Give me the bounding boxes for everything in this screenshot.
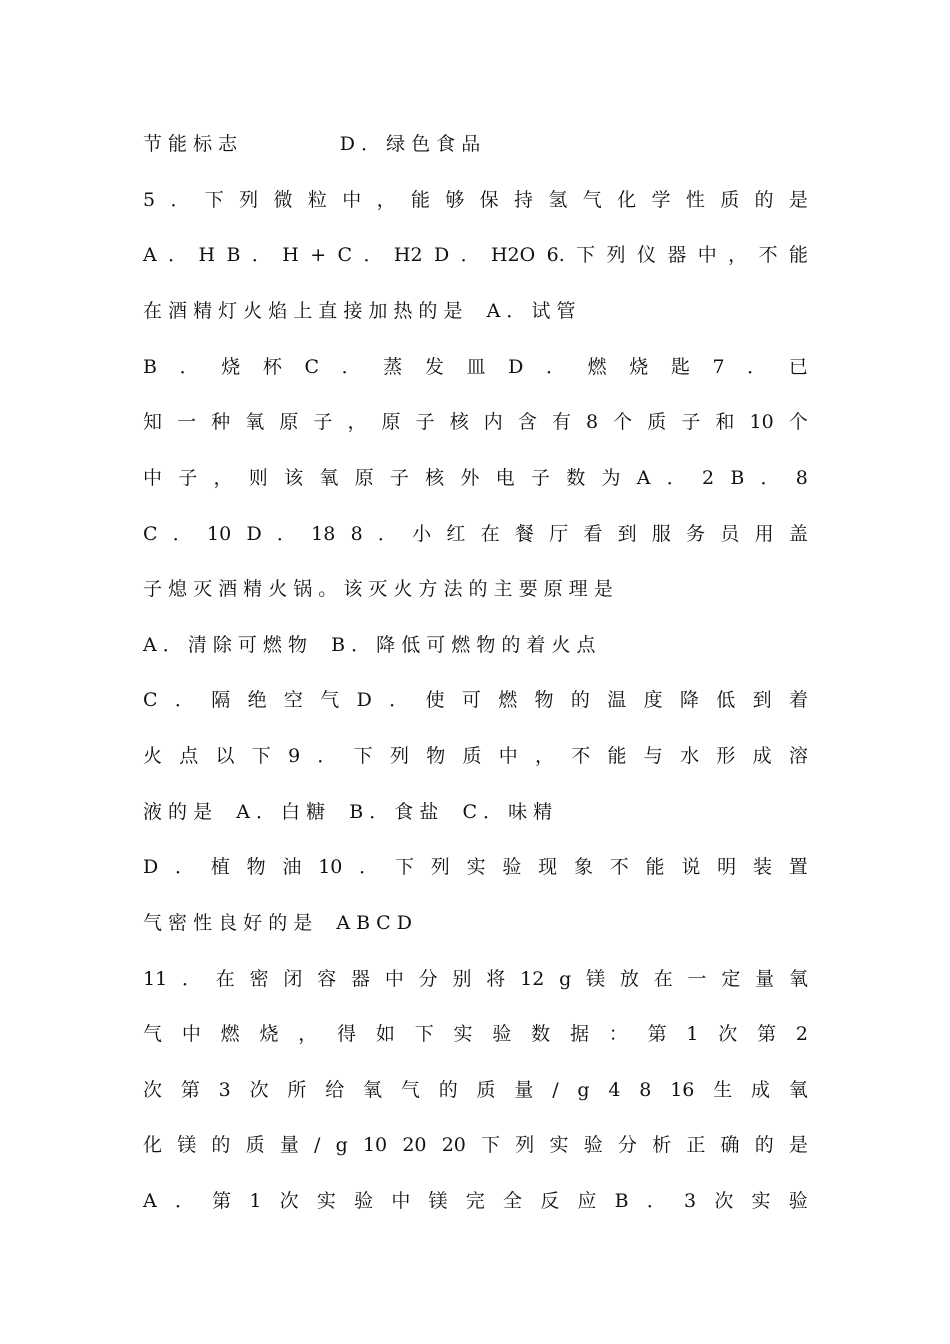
- text-token: 微: [273, 189, 293, 211]
- text-token: 用: [754, 523, 774, 545]
- text-line: 节 能 标 志 D ． 绿 色 食 品: [143, 133, 481, 155]
- text-token: 分: [617, 1134, 637, 1156]
- text-token: 成: [752, 745, 772, 767]
- text-token: ．: [646, 1190, 666, 1212]
- text-token: 一: [687, 968, 707, 990]
- text-token: 列: [239, 189, 259, 211]
- text-token: 低: [716, 689, 736, 711]
- text-token: 种: [211, 411, 231, 433]
- text-token: 得: [337, 1023, 357, 1045]
- text-token: 不: [758, 244, 778, 266]
- text-token: 16: [670, 1079, 695, 1101]
- text-token: 完: [465, 1190, 485, 1212]
- text-token: A: [143, 244, 157, 266]
- text-token: 氧: [788, 968, 808, 990]
- text-token: C: [143, 689, 158, 711]
- text-token: 第: [180, 1079, 200, 1101]
- text-token: ．: [363, 244, 383, 266]
- text-token: 温: [607, 689, 627, 711]
- text-token: 别: [452, 968, 472, 990]
- text-token: 实: [549, 1134, 569, 1156]
- text-token: ．: [760, 467, 780, 489]
- text-token: 核: [449, 411, 469, 433]
- text-token: ．: [317, 745, 337, 767]
- text-token: ．: [460, 244, 480, 266]
- text-token: 服: [651, 523, 671, 545]
- text-token: g: [577, 1079, 590, 1101]
- text-line: [143, 1185, 808, 1217]
- text-token: 1: [249, 1190, 262, 1212]
- text-token: 现: [538, 856, 558, 878]
- text-token: 氧: [319, 467, 339, 489]
- text-token: 杯: [262, 356, 282, 378]
- text-token: 12: [520, 968, 545, 990]
- text-token: 次: [249, 1079, 269, 1101]
- text-token: 可: [461, 689, 481, 711]
- text-token: 实: [466, 856, 486, 878]
- text-token: D: [356, 689, 372, 711]
- text-token: 9: [288, 745, 301, 767]
- text-token: 中: [391, 1190, 411, 1212]
- text-token: 镁: [177, 1134, 197, 1156]
- text-token: 不: [571, 745, 591, 767]
- text-token: 务: [686, 523, 706, 545]
- text-token: 降: [679, 689, 699, 711]
- text-token: ．: [276, 523, 296, 545]
- text-token: 绝: [247, 689, 267, 711]
- text-token: 实: [751, 1190, 771, 1212]
- text-token: 分: [418, 968, 438, 990]
- text-token: 原: [279, 411, 299, 433]
- text-token: 1: [686, 1023, 699, 1045]
- text-token: A: [636, 467, 651, 489]
- text-token: 第: [757, 1023, 777, 1045]
- text-token: ，: [298, 1023, 318, 1045]
- text-token: 已: [788, 356, 808, 378]
- text-token: 第: [212, 1190, 232, 1212]
- text-token: B: [614, 1190, 629, 1212]
- text-token: 20: [402, 1134, 427, 1156]
- text-token: 气: [400, 1079, 420, 1101]
- text-token: 说: [681, 856, 701, 878]
- text-token: 氢: [548, 189, 568, 211]
- text-line: A ． 清 除 可 燃 物 B ． 降 低 可 燃 物 的 着 火 点: [143, 634, 596, 656]
- text-token: 气: [582, 189, 602, 211]
- text-token: 实: [316, 1190, 336, 1212]
- text-line: [143, 518, 808, 550]
- text-token: 则: [248, 467, 268, 489]
- text-token: 空: [283, 689, 303, 711]
- text-token: 数: [531, 1023, 551, 1045]
- text-token: C: [143, 523, 158, 545]
- text-token: 含: [517, 411, 537, 433]
- text-token: 知: [143, 411, 163, 433]
- text-token: 质: [720, 189, 740, 211]
- text-token: 量: [514, 1079, 534, 1101]
- text-token: 个: [613, 411, 633, 433]
- text-token: 4: [608, 1079, 621, 1101]
- text-token: ，: [535, 745, 555, 767]
- text-token: 小: [412, 523, 432, 545]
- text-token: 验: [788, 1190, 808, 1212]
- text-token: 氧: [363, 1079, 383, 1101]
- text-token: 10: [749, 411, 774, 433]
- text-token: 够: [445, 189, 465, 211]
- text-token: 物: [246, 856, 266, 878]
- text-line: 液 的 是 A ． 白 糖 B ． 食 盐 C ． 味 精: [143, 801, 553, 823]
- text-token: 中: [181, 1023, 201, 1045]
- text-token: 到: [617, 523, 637, 545]
- text-token: 中: [143, 467, 163, 489]
- text-token: ．: [389, 689, 409, 711]
- text-token: H: [282, 244, 299, 266]
- text-token: 隔: [211, 689, 231, 711]
- text-token: 3: [218, 1079, 231, 1101]
- text-token: g: [559, 968, 572, 990]
- text-token: 列: [606, 244, 626, 266]
- text-token: 验: [502, 856, 522, 878]
- text-token: 质: [476, 1079, 496, 1101]
- text-token: 发: [424, 356, 444, 378]
- text-token: 核: [425, 467, 445, 489]
- text-token: 在: [653, 968, 673, 990]
- text-token: 能: [645, 856, 665, 878]
- text-token: 度: [643, 689, 663, 711]
- text-line: [143, 462, 808, 494]
- text-token: ．: [172, 523, 192, 545]
- text-token: 10: [207, 523, 232, 545]
- text-token: ，: [347, 411, 367, 433]
- text-token: 下: [414, 1023, 434, 1045]
- text-token: ．: [359, 856, 379, 878]
- text-token: 看: [583, 523, 603, 545]
- text-token: 使: [425, 689, 445, 711]
- text-token: 给: [325, 1079, 345, 1101]
- text-token: ．: [168, 244, 188, 266]
- text-token: 气: [320, 689, 340, 711]
- text-line: [143, 184, 808, 216]
- text-token: ．: [747, 356, 767, 378]
- text-token: 如: [375, 1023, 395, 1045]
- text-token: 烧: [221, 356, 241, 378]
- text-token: 下: [251, 745, 271, 767]
- text-token: 电: [495, 467, 515, 489]
- text-token: 正: [686, 1134, 706, 1156]
- text-token: 匙: [670, 356, 690, 378]
- text-line: 在 酒 精 灯 火 焰 上 直 接 加 热 的 是 A ． 试 管: [143, 300, 576, 322]
- text-token: 与: [643, 745, 663, 767]
- text-token: 20: [441, 1134, 466, 1156]
- text-token: 次: [143, 1079, 163, 1101]
- text-line: [143, 963, 808, 995]
- text-token: 容: [317, 968, 337, 990]
- text-token: 质: [245, 1134, 265, 1156]
- text-token: 烧: [629, 356, 649, 378]
- text-token: 的: [438, 1079, 458, 1101]
- text-token: 放: [619, 968, 639, 990]
- text-token: 化: [143, 1134, 163, 1156]
- text-token: 下: [576, 244, 596, 266]
- text-token: 器: [351, 968, 371, 990]
- text-token: 子: [389, 467, 409, 489]
- text-token: D: [508, 356, 524, 378]
- text-token: 实: [453, 1023, 473, 1045]
- text-line: [143, 406, 808, 438]
- text-token: 验: [583, 1134, 603, 1156]
- text-line: [143, 684, 808, 716]
- text-token: ，: [728, 244, 748, 266]
- text-token: 燃: [587, 356, 607, 378]
- text-token: 该: [284, 467, 304, 489]
- text-token: /: [314, 1134, 321, 1156]
- text-token: 8: [586, 411, 599, 433]
- text-token: 质: [647, 411, 667, 433]
- text-token: 下: [353, 745, 373, 767]
- text-token: ：: [608, 1023, 628, 1045]
- text-token: 原: [354, 467, 374, 489]
- text-token: 全: [502, 1190, 522, 1212]
- text-token: 餐: [514, 523, 534, 545]
- text-token: 子: [313, 411, 333, 433]
- text-token: 2: [795, 1023, 808, 1045]
- text-token: 是: [788, 189, 808, 211]
- text-token: 据: [569, 1023, 589, 1045]
- text-token: 一: [177, 411, 197, 433]
- text-token: 学: [651, 189, 671, 211]
- text-token: 析: [652, 1134, 672, 1156]
- text-line: 气 密 性 良 好 的 是 A B C D: [143, 912, 412, 934]
- text-token: ．: [170, 189, 190, 211]
- text-token: 着: [788, 689, 808, 711]
- text-token: 闭: [283, 968, 303, 990]
- text-token: 8: [639, 1079, 652, 1101]
- text-token: 镁: [428, 1190, 448, 1212]
- text-token: 确: [720, 1134, 740, 1156]
- text-token: A: [143, 1190, 157, 1212]
- text-token: ．: [174, 1190, 194, 1212]
- text-token: 下: [394, 856, 414, 878]
- text-token: 生: [713, 1079, 733, 1101]
- text-token: 到: [752, 689, 772, 711]
- text-token: 器: [667, 244, 687, 266]
- text-token: 员: [720, 523, 740, 545]
- text-line: [143, 851, 808, 883]
- text-token: 燃: [498, 689, 518, 711]
- text-token: 数: [566, 467, 586, 489]
- text-token: B: [143, 356, 157, 378]
- text-token: ，: [213, 467, 233, 489]
- text-token: 性: [685, 189, 705, 211]
- text-token: 是: [788, 1134, 808, 1156]
- text-token: 8: [350, 523, 363, 545]
- text-token: 象: [573, 856, 593, 878]
- text-token: 第: [647, 1023, 667, 1045]
- text-token: B: [226, 244, 241, 266]
- text-token: C: [304, 356, 319, 378]
- text-token: 燃: [220, 1023, 240, 1045]
- text-token: 原: [381, 411, 401, 433]
- text-token: ．: [341, 356, 361, 378]
- text-token: H: [198, 244, 216, 266]
- text-token: 3: [684, 1190, 697, 1212]
- text-token: 的: [570, 689, 590, 711]
- text-token: C: [337, 244, 353, 266]
- text-token: 内: [483, 411, 503, 433]
- text-token: 11: [143, 968, 168, 990]
- text-token: 点: [179, 745, 199, 767]
- text-token: 外: [460, 467, 480, 489]
- text-token: 列: [430, 856, 450, 878]
- text-token: 定: [721, 968, 741, 990]
- text-line: [143, 351, 808, 383]
- text-token: 以: [215, 745, 235, 767]
- text-token: 为: [601, 467, 621, 489]
- text-token: 不: [609, 856, 629, 878]
- text-token: 仪: [636, 244, 656, 266]
- text-token: 下: [481, 1134, 501, 1156]
- text-token: 油: [282, 856, 302, 878]
- text-token: 溶: [788, 745, 808, 767]
- text-token: 子: [178, 467, 198, 489]
- text-line: [143, 740, 808, 772]
- text-token: 皿: [466, 356, 486, 378]
- text-token: 列: [389, 745, 409, 767]
- text-token: 红: [446, 523, 466, 545]
- text-token: 18: [311, 523, 336, 545]
- text-token: ．: [377, 523, 397, 545]
- text-token: D: [246, 523, 262, 545]
- text-token: ．: [174, 689, 194, 711]
- text-token: D: [433, 244, 450, 266]
- text-token: g: [335, 1134, 348, 1156]
- text-token: 能: [410, 189, 430, 211]
- text-token: 植: [210, 856, 230, 878]
- text-token: 能: [788, 244, 808, 266]
- text-token: 密: [249, 968, 269, 990]
- text-token: ．: [179, 356, 199, 378]
- text-token: 蒸: [383, 356, 403, 378]
- text-token: 10: [318, 856, 343, 878]
- text-token: 中: [342, 189, 362, 211]
- text-token: 持: [514, 189, 534, 211]
- text-line: 子 熄 灭 酒 精 火 锅 。 该 灭 火 方 法 的 主 要 原 理 是: [143, 578, 613, 600]
- text-token: 氧: [245, 411, 265, 433]
- text-token: 在: [480, 523, 500, 545]
- text-token: 中: [498, 745, 518, 767]
- text-token: 量: [279, 1134, 299, 1156]
- text-token: 物: [534, 689, 554, 711]
- text-token: 子: [415, 411, 435, 433]
- text-token: 2: [701, 467, 715, 489]
- text-token: 7: [712, 356, 725, 378]
- text-token: 子: [681, 411, 701, 433]
- text-token: 下: [204, 189, 224, 211]
- text-line: [143, 1129, 808, 1161]
- text-token: 能: [607, 745, 627, 767]
- text-token: 个: [788, 411, 808, 433]
- text-token: H2O: [490, 244, 536, 266]
- text-token: ．: [545, 356, 565, 378]
- text-token: 烧: [259, 1023, 279, 1045]
- text-token: 氧: [788, 1079, 808, 1101]
- text-token: 厅: [549, 523, 569, 545]
- text-token: B: [730, 467, 745, 489]
- text-token: 列: [515, 1134, 535, 1156]
- text-token: +: [310, 244, 327, 266]
- text-token: 成: [751, 1079, 771, 1101]
- text-token: 在: [215, 968, 235, 990]
- text-token: ，: [376, 189, 396, 211]
- text-token: 中: [697, 244, 717, 266]
- text-token: ．: [175, 856, 195, 878]
- text-token: 6.: [546, 244, 565, 266]
- text-line: [143, 1074, 808, 1106]
- text-token: /: [552, 1079, 559, 1101]
- text-token: 子: [530, 467, 550, 489]
- text-token: 将: [486, 968, 506, 990]
- text-token: 次: [714, 1190, 734, 1212]
- text-token: 物: [426, 745, 446, 767]
- text-token: 形: [716, 745, 736, 767]
- text-token: 化: [617, 189, 637, 211]
- text-line: [143, 1018, 808, 1050]
- text-token: 置: [788, 856, 808, 878]
- text-token: ．: [181, 968, 201, 990]
- text-token: D: [143, 856, 159, 878]
- text-token: ．: [251, 244, 271, 266]
- text-token: 气: [143, 1023, 163, 1045]
- text-token: H2: [393, 244, 423, 266]
- text-token: 水: [680, 745, 700, 767]
- text-token: 镁: [586, 968, 606, 990]
- text-token: 的: [211, 1134, 231, 1156]
- text-token: 所: [287, 1079, 307, 1101]
- text-token: 次: [718, 1023, 738, 1045]
- text-token: 应: [577, 1190, 597, 1212]
- text-token: 10: [362, 1134, 388, 1156]
- text-token: 火: [143, 745, 163, 767]
- text-token: 验: [354, 1190, 374, 1212]
- text-token: 5: [143, 189, 156, 211]
- text-token: 明: [717, 856, 737, 878]
- text-token: 反: [540, 1190, 560, 1212]
- text-token: 粒: [307, 189, 327, 211]
- text-token: 验: [492, 1023, 512, 1045]
- text-token: 量: [755, 968, 775, 990]
- text-token: 装: [752, 856, 772, 878]
- text-token: 有: [551, 411, 571, 433]
- text-token: 的: [754, 189, 774, 211]
- text-token: 盖: [788, 523, 808, 545]
- text-token: 保: [479, 189, 499, 211]
- text-line: [143, 239, 808, 271]
- text-token: 的: [754, 1134, 774, 1156]
- text-token: ．: [666, 467, 686, 489]
- text-token: 中: [384, 968, 404, 990]
- text-token: 质: [462, 745, 482, 767]
- text-token: 8: [795, 467, 808, 489]
- text-token: 和: [715, 411, 735, 433]
- text-token: 次: [279, 1190, 299, 1212]
